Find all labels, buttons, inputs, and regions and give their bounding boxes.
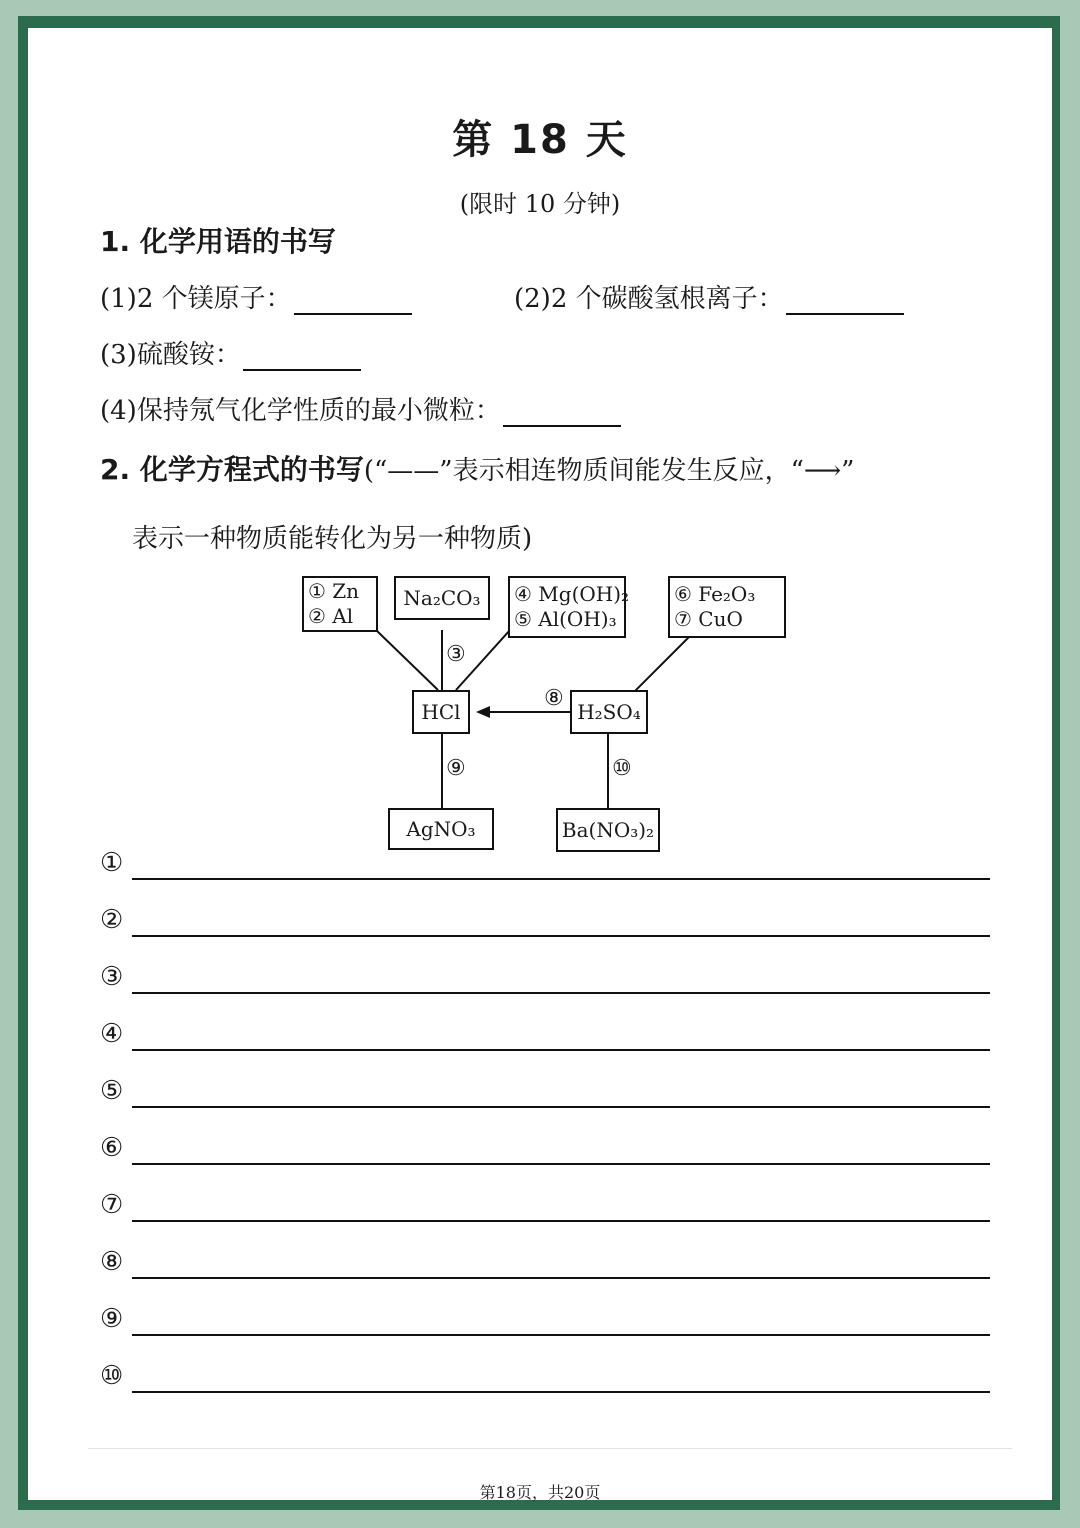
box-na2co3: Na₂CO₃: [394, 576, 490, 620]
footer-divider: [88, 1448, 1012, 1449]
reaction-diagram: [298, 568, 838, 868]
answer-blank[interactable]: [243, 343, 361, 371]
section2-heading-continued: 表示一种物质能转化为另一种物质): [132, 524, 533, 554]
box-hydroxides-mg: ④ Mg(OH)₂: [514, 582, 630, 606]
question-1-1: [100, 278, 412, 315]
answer-number: ⑦: [100, 1190, 124, 1220]
time-limit: (限时 10 分钟): [459, 190, 621, 218]
answer-number: ②: [100, 905, 124, 935]
worksheet-page: [28, 28, 1052, 1500]
section2-heading-note: (“——”表示相连物质间能发生反应，“⟶”: [363, 456, 855, 486]
page-number: 第18页，共20页: [479, 1483, 601, 1502]
answer-blank[interactable]: [503, 399, 621, 427]
answer-blank[interactable]: [294, 287, 412, 315]
box-metals: [302, 576, 378, 632]
answer-blank[interactable]: [786, 287, 904, 315]
question-1-2: [514, 278, 904, 315]
box-bano3: Ba(NO₃)₂: [556, 808, 660, 852]
answer-number: ④: [100, 1019, 124, 1049]
answer-line-1[interactable]: [100, 840, 990, 880]
answer-number: ①: [100, 848, 124, 878]
answer-number: ⑤: [100, 1076, 124, 1106]
answer-line-4[interactable]: [100, 1011, 990, 1051]
box-hydroxides: [508, 576, 630, 638]
section2-heading-text: 2. 化学方程式的书写: [100, 453, 364, 486]
box-oxides-cuo: ⑦ CuO: [674, 607, 743, 631]
label-reaction-9: ⑨: [446, 756, 466, 781]
question-1-1-text: (1)2 个镁原子：: [100, 284, 292, 314]
box-hydroxides-al: ⑤ Al(OH)₃: [514, 607, 617, 631]
box-agno3: AgNO₃: [388, 808, 494, 850]
answer-line-8[interactable]: [100, 1239, 990, 1279]
answer-line-2[interactable]: [100, 897, 990, 937]
box-h2so4: H₂SO₄: [570, 690, 648, 734]
answer-number: ⑩: [100, 1361, 124, 1391]
question-1-3-text: (3)硫酸铵：: [100, 340, 241, 370]
answer-line-3[interactable]: [100, 954, 990, 994]
answer-line-7[interactable]: [100, 1182, 990, 1222]
page-title: 第 18 天: [452, 117, 628, 163]
link-metals-hcl: [376, 630, 438, 690]
answer-line-10[interactable]: [100, 1353, 990, 1393]
label-reaction-8: ⑧: [544, 686, 564, 711]
answer-line-5[interactable]: [100, 1068, 990, 1108]
box-metals-al: ② Al: [308, 604, 354, 628]
question-1-3: [100, 334, 361, 371]
box-oxides: [668, 576, 786, 638]
link-oxides-h2so4: [634, 630, 696, 692]
answer-number: ⑨: [100, 1304, 124, 1334]
answer-number: ⑧: [100, 1247, 124, 1277]
box-metals-zn: ① Zn: [308, 579, 360, 603]
question-1-4: [100, 390, 621, 427]
arrowhead: [476, 706, 490, 718]
question-1-4-text: (4)保持氖气化学性质的最小微粒：: [100, 396, 501, 426]
box-oxides-fe2o3: ⑥ Fe₂O₃: [674, 582, 756, 606]
label-reaction-3: ③: [446, 642, 466, 667]
answer-line-9[interactable]: [100, 1296, 990, 1336]
question-1-2-text: (2)2 个碳酸氢根离子：: [514, 284, 784, 314]
section1-heading: 1. 化学用语的书写: [100, 225, 336, 258]
section2-heading: [100, 448, 854, 488]
label-reaction-10: ⑩: [612, 756, 632, 781]
box-hcl: HCl: [412, 690, 470, 734]
answer-number: ⑥: [100, 1133, 124, 1163]
answer-line-6[interactable]: [100, 1125, 990, 1165]
answer-number: ③: [100, 962, 124, 992]
